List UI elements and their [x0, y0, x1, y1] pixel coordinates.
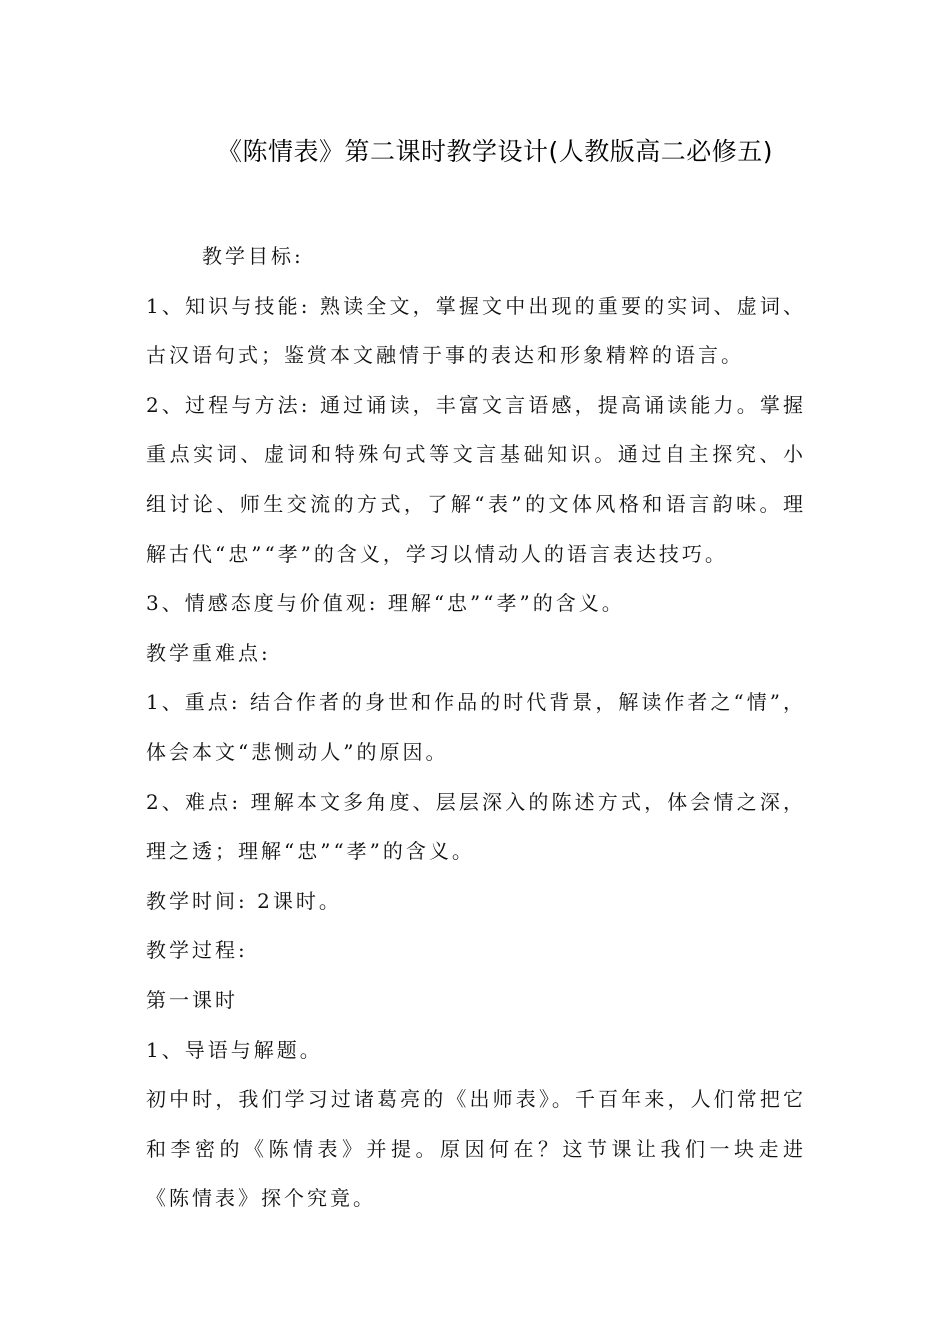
objective-process-method: 2、过程与方法: 通过诵读，丰富文言语感，提高诵读能力。掌握重点实词、虚词和特殊句式等文言基础知识。通过自主探究、小组讨论、师生交流的方式，了解“表”的文体风格和语言韵味。理解古代“忠”“孝”的含义，学习以情动人的语言表达技巧。: [146, 392, 806, 566]
section-heading-objectives: 教学目标:: [202, 244, 304, 268]
difficult-point: 2、难点: 理解本文多角度、层层深入的陈述方式，体会情之深，理之透；理解“忠”“孝”的含义。: [146, 789, 806, 864]
step-introduction-heading: 1、导语与解题。: [146, 1037, 323, 1062]
teaching-time: 教学时间: 2课时。: [146, 888, 342, 913]
document-title: 《陈情表》第二课时教学设计(人教版高二必修五): [216, 137, 773, 166]
objective-emotion-values: 3、情感态度与价值观: 理解“忠”“孝”的含义。: [146, 591, 625, 616]
objective-knowledge-skills: 1、知识与技能: 熟读全文，掌握文中出现的重要的实词、虚词、古汉语句式；鉴赏本文融情于事的表达和形象精粹的语言。: [146, 293, 806, 368]
section-heading-key-difficult-points: 教学重难点:: [146, 640, 271, 665]
introduction-paragraph: 初中时，我们学习过诸葛亮的《出师表》。千百年来，人们常把它和李密的《陈情表》并提。原因何在？这节课让我们一块走进《陈情表》探个究竟。: [146, 1087, 806, 1211]
document-body: [146, 232, 806, 1224]
section-heading-teaching-process: 教学过程:: [146, 938, 248, 963]
key-point: 1、重点: 结合作者的身世和作品的时代背景，解读作者之“情”，体会本文“悲恻动人”的原因。: [146, 690, 806, 764]
first-lesson-heading: 第一课时: [146, 987, 238, 1012]
